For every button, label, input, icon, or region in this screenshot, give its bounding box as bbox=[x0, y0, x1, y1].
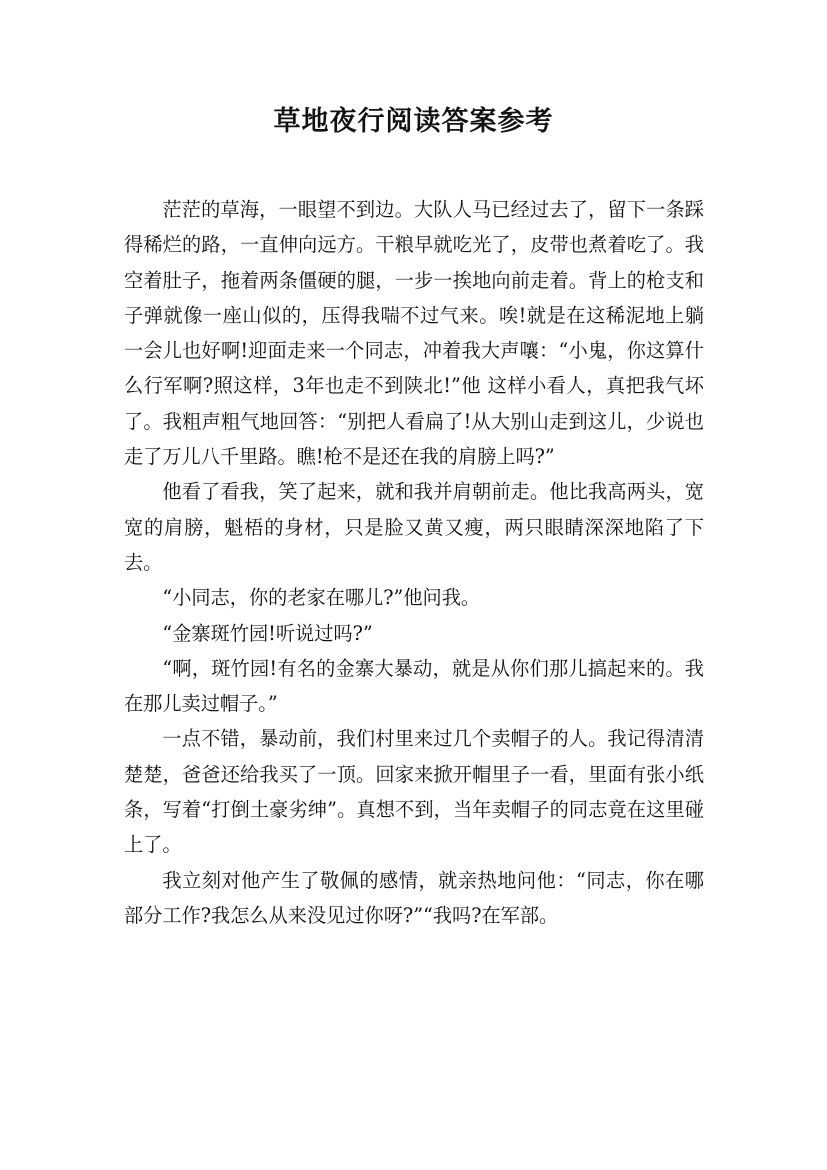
page-title: 草地夜行阅读答案参考 bbox=[273, 106, 554, 137]
paragraph: “啊，斑竹园!有名的金寨大暴动，就是从你们那儿搞起来的。我在那儿卖过帽子。” bbox=[124, 656, 704, 716]
paragraph: “金寨斑竹园!听说过吗?” bbox=[162, 621, 373, 645]
article-body bbox=[124, 192, 704, 933]
paragraph: 他看了看我，笑了起来，就和我并肩朝前走。他比我高两头，宽宽的肩膀，魁梧的身材，只是脸又黄又瘦，两只眼睛深深地陷了下去。 bbox=[124, 480, 704, 574]
paragraph: 茫茫的草海，一眼望不到边。大队人马已经过去了，留下一条踩得稀烂的路，一直伸向远方。干粮早就吃光了，皮带也煮着吃了。我空着肚子，拖着两条僵硬的腿，一步一挨地向前走着。背上的枪支和子弹就像一座山似的，压得我喘不过气来。唉!就是在这稀泥地上躺一会儿也好啊!迎面走来一个同志，冲着我大声嚷：“小鬼，你这算什么行军啊?照这样，3年也走不到陕北!”他 这样小看人，真把我气坏了。我粗声粗气地回答：“别把人看扁了!从大别山走到这儿，少说也走了万儿八千里路。瞧!枪不是还在我的肩膀上吗?” bbox=[124, 198, 704, 469]
paragraph: 一点不错，暴动前，我们村里来过几个卖帽子的人。我记得清清楚楚，爸爸还给我买了一顶。回家来掀开帽里子一看，里面有张小纸条，写着“打倒土豪劣绅”。真想不到，当年卖帽子的同志竟在这里碰上了。 bbox=[124, 727, 704, 857]
paragraph: “小同志，你的老家在哪儿?”他问我。 bbox=[162, 586, 481, 610]
paragraph: 我立刻对他产生了敬佩的感情，就亲热地问他：“同志，你在哪部分工作?我怎么从来没见过你呀?”“我吗?在军部。 bbox=[124, 868, 704, 927]
